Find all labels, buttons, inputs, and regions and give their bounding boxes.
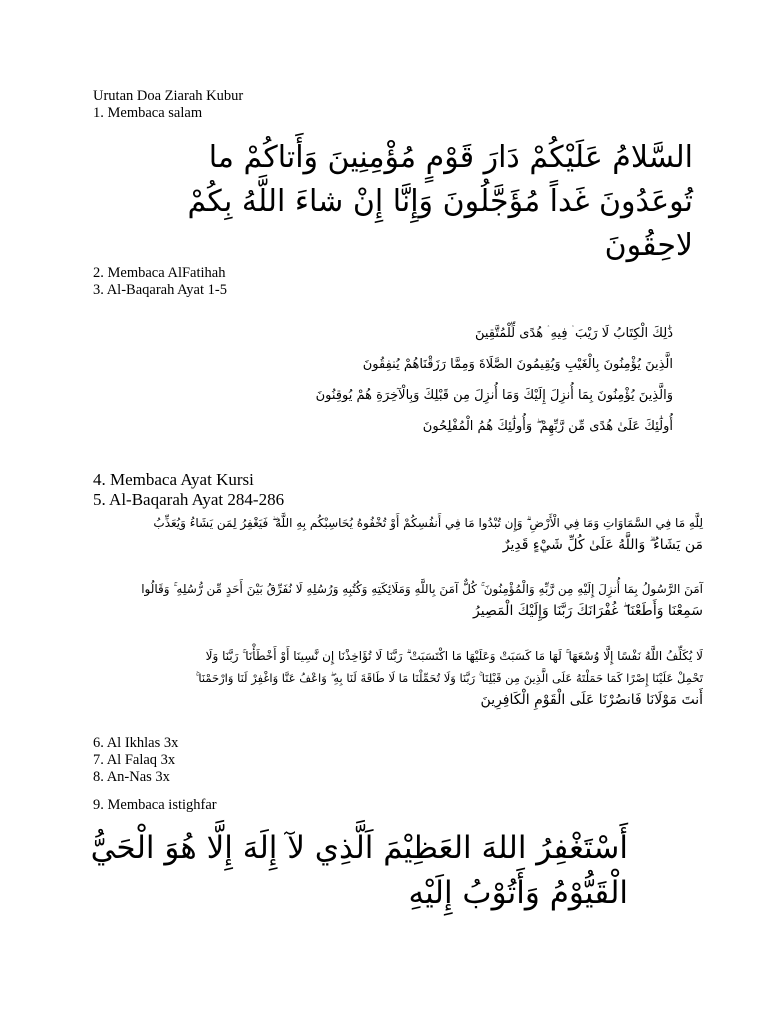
baqarah-1-5-arabic-text <box>93 318 673 442</box>
ayah-line: أُولَٰئِكَ عَلَىٰ هُدًى مِّن رَّبِّهِمْ ۖ وَأُولَٰئِكَ هُمُ الْمُفْلِحُونَ <box>422 419 673 434</box>
step-9-label: 9. Membaca istighfar <box>93 797 217 813</box>
step-2-label: 2. Membaca AlFatihah <box>93 265 226 281</box>
ayah-line: أَنتَ مَوْلَانَا فَانصُرْنَا عَلَى الْقَوْمِ الْكَافِرِينَ <box>480 692 703 708</box>
ayah-line: مَن يَشَاءُ ۗ وَاللَّهُ عَلَىٰ كُلِّ شَيْءٍ قَدِيرٌ <box>502 537 703 553</box>
salam-line: لاحِقُونَ <box>604 228 693 263</box>
istighfar-line: الْقَيُّوْمُ وَأَتُوْبُ إِلَيْهِ <box>408 875 628 911</box>
istighfar-line: أَسْتَغْفِرُ اللهَ العَظِيْمَ اَلَّذِي لآ إِلَهَ إِلَّا هُوَ الْحَيُّ <box>90 830 628 866</box>
step-3-label: 3. Al-Baqarah Ayat 1-5 <box>93 282 227 298</box>
ayah-line: آمَنَ الرَّسُولُ بِمَا أُنزِلَ إِلَيْهِ مِن رَّبِّهِ وَالْمُؤْمِنُونَ ۚ كُلٌّ آمَنَ بِاللَّهِ وَمَلَائِكَتِهِ وَكُتُبِهِ وَرُسُلِهِ لَا نُفَرِّقُ بَيْنَ أَحَدٍ مِّن رُّسُلِهِ ۚ وَقَالُوا <box>141 582 703 596</box>
istighfar-arabic-text <box>90 826 628 916</box>
ayah-line: لَا يُكَلِّفُ اللَّهُ نَفْسًا إِلَّا وُسْعَهَا ۚ لَهَا مَا كَسَبَتْ وَعَلَيْهَا مَا اكْتَسَبَتْ ۗ رَبَّنَا لَا تُؤَاخِذْنَا إِن نَّسِينَا أَوْ أَخْطَأْنَا ۚ رَبَّنَا وَلَا <box>205 649 703 663</box>
ayat-285-arabic-text <box>93 578 703 622</box>
ayah-line: لِلَّهِ مَا فِي السَّمَاوَاتِ وَمَا فِي الْأَرْضِ ۗ وَإِن تُبْدُوا مَا فِي أَنفُسِكُمْ أَوْ تُخْفُوهُ يُحَاسِبْكُم بِهِ اللَّهُ ۖ فَيَغْفِرُ لِمَن يَشَاءُ وَيُعَذِّبُ <box>153 516 703 530</box>
ayat-286-arabic-text <box>93 645 703 711</box>
salam-line: تُوعَدُونَ غَداً مُؤَجَّلُونَ وَإِنَّا إِنْ شاءَ اللَّهُ بِكُمْ <box>187 184 693 219</box>
step-7-label: 7. Al Falaq 3x <box>93 752 176 768</box>
ayah-line: ذَٰلِكَ الْكِتَابُ لَا رَيْبَ ۛ فِيهِ ۛ هُدًى لِّلْمُتَّقِينَ <box>474 326 673 341</box>
step-1-label: 1. Membaca salam <box>93 105 203 121</box>
step-6-label: 6. Al Ikhlas 3x <box>93 735 179 751</box>
step-5-label: 5. Al-Baqarah Ayat 284-286 <box>93 490 285 509</box>
salam-arabic-text <box>93 136 693 268</box>
document-title: Urutan Doa Ziarah Kubur <box>93 88 244 104</box>
ayah-line: وَالَّذِينَ يُؤْمِنُونَ بِمَا أُنزِلَ إِلَيْكَ وَمَا أُنزِلَ مِن قَبْلِكَ وَبِالْآخِرَةِ هُمْ يُوقِنُونَ <box>315 388 673 403</box>
salam-line: السَّلامُ عَلَيْكُمْ دَارَ قَوْمٍ مُؤْمِنِينَ وَأَتاكُمْ ما <box>208 140 693 175</box>
ayah-line: الَّذِينَ يُؤْمِنُونَ بِالْغَيْبِ وَيُقِيمُونَ الصَّلَاةَ وَمِمَّا رَزَقْنَاهُمْ يُنفِقُونَ <box>362 357 673 372</box>
step-8-label: 8. An-Nas 3x <box>93 769 170 785</box>
step-4-label: 4. Membaca Ayat Kursi <box>93 470 254 489</box>
ayat-284-arabic-text <box>93 512 703 556</box>
ayah-line: سَمِعْنَا وَأَطَعْنَا ۖ غُفْرَانَكَ رَبَّنَا وَإِلَيْكَ الْمَصِيرُ <box>473 603 703 619</box>
ayah-line: تَحْمِلْ عَلَيْنَا إِصْرًا كَمَا حَمَلْتَهُ عَلَى الَّذِينَ مِن قَبْلِنَا ۚ رَبَّنَا وَلَا تُحَمِّلْنَا مَا لَا طَاقَةَ لَنَا بِهِ ۖ وَاعْفُ عَنَّا وَاغْفِرْ لَنَا وَارْحَمْنَا ۚ <box>195 671 703 685</box>
